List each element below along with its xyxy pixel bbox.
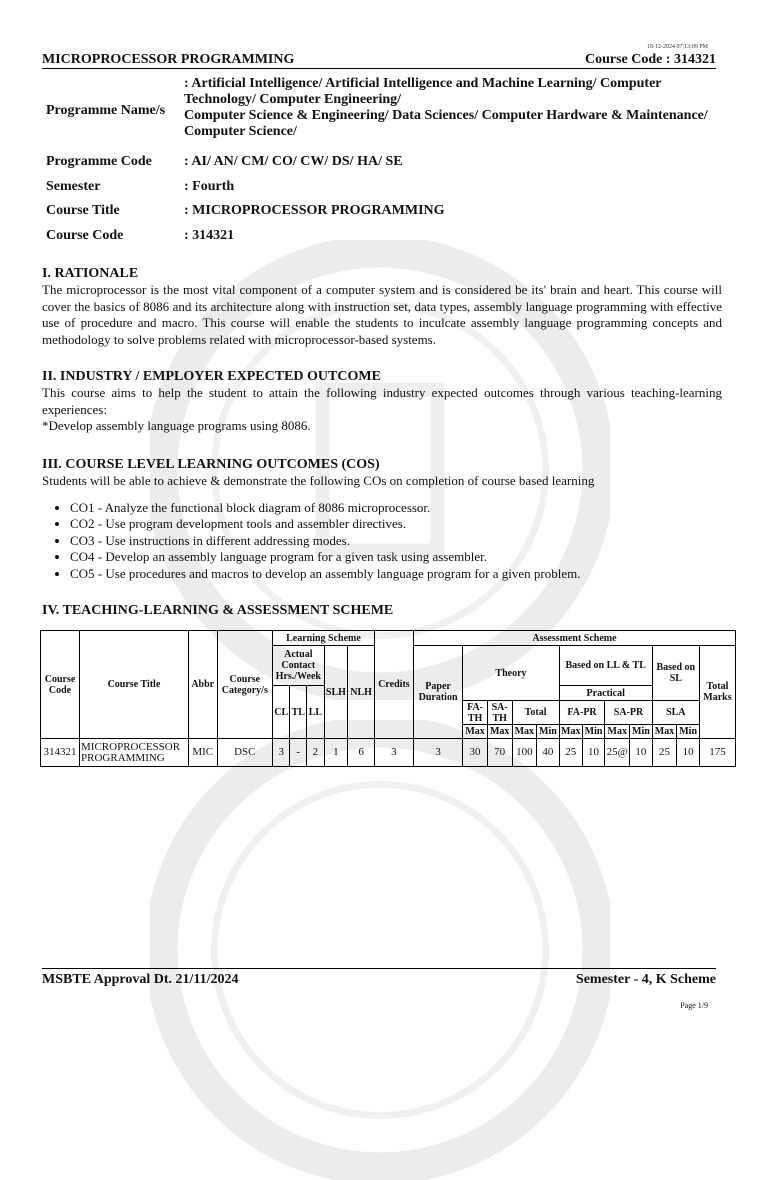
th-theory: Theory [463,646,560,701]
list-item: • CO5 - Use procedures and macros to develop an assembly language program for a given problem. [70,566,722,583]
footer-semester: Semester - 4, K Scheme [575,972,716,987]
semester-value: : Fourth [184,178,235,194]
th-based-ll-tl: Based on LL & TL [559,646,652,686]
th-ll: LL [307,686,324,739]
print-timestamp: 18-12-2024 07:13:09 PM [646,44,708,50]
course-code-value: : 314321 [184,227,235,243]
th-sa-th: SA-TH [487,701,512,725]
cos-section [42,457,722,582]
th-max: Max [652,725,677,739]
scheme-section [42,603,722,619]
programme-names-value: : Artificial Intelligence/ Artificial Intelligence and Machine Learning/ Computer Technology/ Computer Engineering/ Computer Science & Engineering/ Data Sciences/ Computer Hardware & Maintenance/ Computer Science/ [184,76,708,139]
th-min: Min [677,725,700,739]
page-footer [42,968,716,988]
rationale-text: The microprocessor is the most vital component of a computer system and is considered be its' brain and heart. This course will cover the basics of 8086 and its architecture along with instruction set, data types, assembly language programming with effective use of procedure and macro. This course will enable the students to inculcate assembly language programming concepts and methodology to solve problems related with microprocessor-based systems. [42,282,722,347]
th-sla: SLA [652,701,699,725]
scheme-heading: IV. TEACHING-LEARNING & ASSESSMENT SCHEME [42,603,394,618]
course-title-label: Course Title [46,203,120,218]
th-paper-duration: Paper Duration [413,646,462,739]
th-fa-th: FA-TH [463,701,488,725]
list-item: • CO1 - Analyze the functional block diagram of 8086 microprocessor. [70,500,722,517]
page-title: MICROPROCESSOR PROGRAMMING [42,52,295,67]
th-max: Max [463,725,488,739]
approval-date: MSBTE Approval Dt. 21/11/2024 [42,972,239,987]
rationale-section [42,266,722,348]
th-cl: CL [273,686,290,739]
th-min: Min [630,725,653,739]
th-course-code: Course Code [41,631,80,739]
cos-heading: III. COURSE LEVEL LEARNING OUTCOMES (COS) [42,457,380,472]
programme-code-label: Programme Code [46,154,152,169]
th-fa-pr: FA-PR [559,701,605,725]
th-practical: Practical [559,686,652,701]
course-info [42,76,732,252]
rationale-heading: I. RATIONALE [42,266,139,281]
th-abbr: Abbr [188,631,217,739]
industry-heading: II. INDUSTRY / EMPLOYER EXPECTED OUTCOME [42,369,381,384]
list-item: • CO4 - Develop an assembly language program for a given task using assembler. [70,549,722,566]
th-total-marks: Total Marks [699,646,735,739]
th-max: Max [561,726,581,737]
th-max: Max [512,725,537,739]
table-row: 314321 MICROPROCESSOR PROGRAMMING MIC DSC 3 - 2 1 6 3 3 30 70 100 40 25 10 25@ 10 25 10 175 [41,739,736,767]
course-title-value: : MICROPROCESSOR PROGRAMMING [184,203,445,218]
th-category: Course Category/s [217,631,272,739]
course-code-label: Course Code [46,227,124,243]
industry-section [42,369,722,435]
th-total: Total [512,701,559,725]
th-course-title: Course Title [80,631,189,739]
cos-intro: Students will be able to achieve & demonstrate the following COs on completion of course based learning [42,473,595,488]
seal-watermark-icon [150,720,610,1180]
th-max: Max [605,725,630,739]
page-number: Page 1/9 [680,1001,708,1010]
industry-point: *Develop assembly language programs using 8086. [42,418,311,433]
th-learning-scheme: Learning Scheme [273,631,375,646]
th-max: Max [487,725,512,739]
th-credits: Credits [374,631,413,739]
page-header [42,52,716,69]
th-slh: SLH [324,646,348,739]
programme-code-value: : AI/ AN/ CM/ CO/ CW/ DS/ HA/ SE [184,154,403,169]
industry-text: This course aims to help the student to attain the following industry expected outcomes through various teaching-learning experiences: [42,385,722,417]
cos-list [42,500,722,583]
list-item: • CO2 - Use program development tools and assembler directives. [70,516,722,533]
header-course-code: Course Code : 314321 [584,52,716,67]
th-min: Min [582,725,605,739]
scheme-table [40,630,736,767]
th-sa-pr: SA-PR [605,701,652,725]
list-item: • CO3 - Use instructions in different addressing modes. [70,533,722,550]
programme-names-label: Programme Name/s [46,103,166,118]
th-actual-contact: Actual Contact Hrs./Week [273,646,325,686]
th-assessment-scheme: Assessment Scheme [413,631,735,646]
th-tl: TL [290,686,307,739]
th-min: Min [537,725,560,739]
semester-label: Semester [46,178,101,194]
th-nlh: NLH [348,646,375,739]
th-based-sl: Based on SL [652,646,699,701]
